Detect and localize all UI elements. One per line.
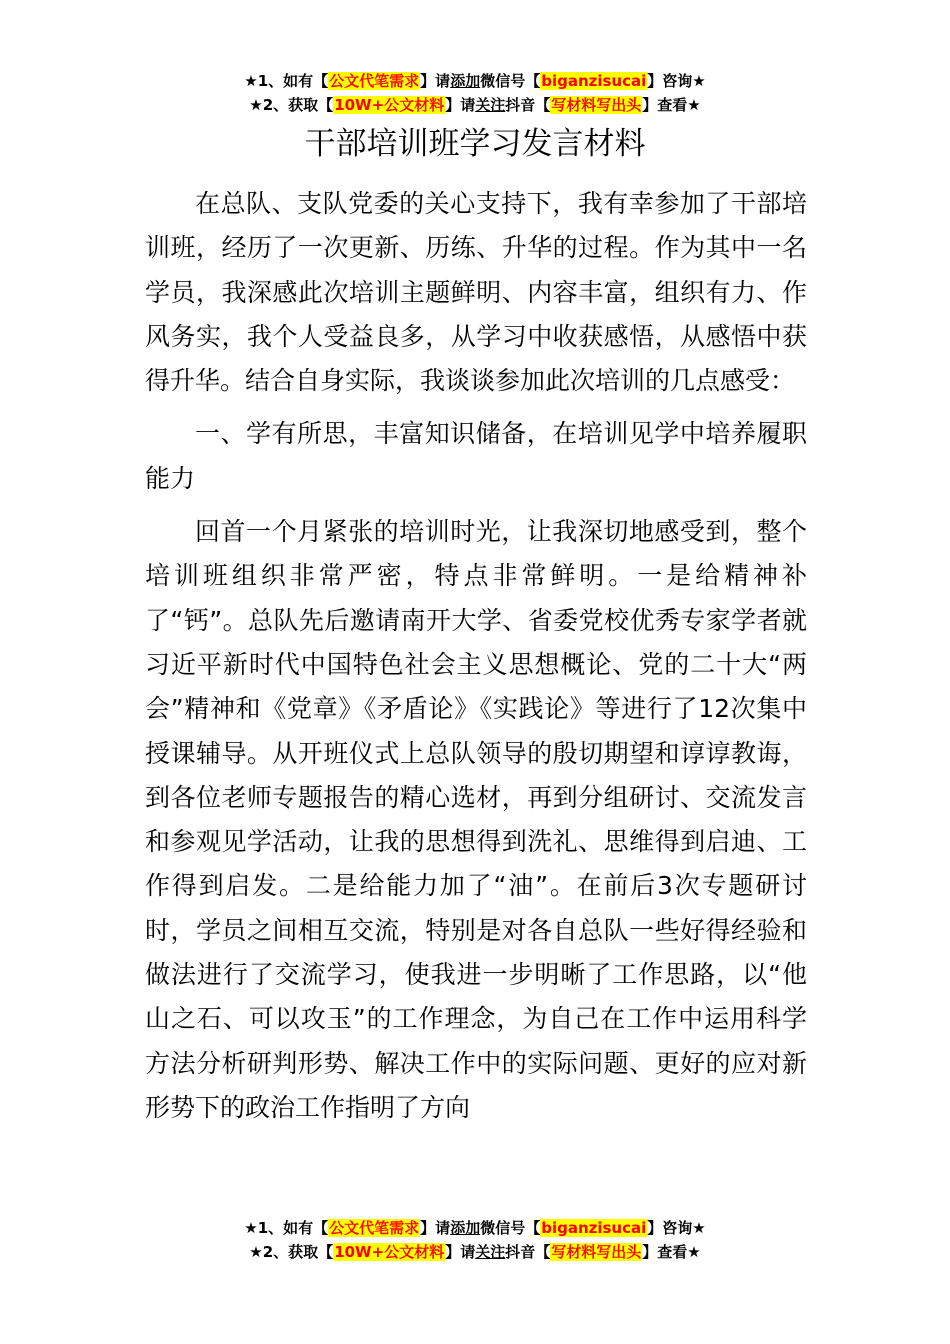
banner-line-1 <box>0 1217 950 1241</box>
banner-highlight: 10W+公文材料 <box>334 1243 445 1261</box>
banner-highlight: 公文代笔需求 <box>329 72 420 90</box>
paragraph-body: 回首一个月紧张的培训时光，让我深切地感受到，整个培训班组织非常严密，特点非常鲜明。一是给精神补了“钙”。总队先后邀请南开大学、省委党校优秀专家学者就习近平新时代中国特色社会主义思想概论、党的二十大“两会”精神和《党章》《矛盾论》《实践论》等进行了12次集中授课辅导。从开班仪式上总队领导的殷切期望和谆谆教诲，到各位老师专题报告的精心选材，再到分组研讨、交流发言和参观见学活动，让我的思想得到洗礼、思维得到启迪、工作得到启发。二是给能力加了“油”。在前后3次专题研讨时，学员之间相互交流，特别是对各自总队一些好得经验和做法进行了交流学习，使我进一步明晰了工作思路，以“他山之石、可以攻玉”的工作理念，为自己在工作中运用科学方法分析研判形势、解决工作中的实际问题、更好的应对新形势下的政治工作指明了方向 <box>145 517 807 1122</box>
header-banner <box>0 70 950 118</box>
banner-line-2 <box>0 1241 950 1265</box>
banner-douyin-name: 写材料写出头 <box>551 1243 642 1261</box>
banner-emphasis: 关注 <box>475 96 506 114</box>
paragraph-intro: 在总队、支队党委的关心支持下，我有幸参加了干部培训班，经历了一次更新、历练、升华的过程。作为其中一名学员，我深感此次培训主题鲜明、内容丰富，组织有力、作风务实，我个人受益良多，从学习中收获感悟，从感悟中获得升华。结合自身实际，我谈谈参加此次培训的几点感受： <box>145 189 807 396</box>
document-title: 干部培训班学习发言材料 <box>304 126 646 162</box>
banner-line-1 <box>0 70 950 94</box>
banner-text: 抖音【 <box>505 96 551 114</box>
banner-wechat-id: biganzisucai <box>541 1219 647 1237</box>
banner-text: 】请 <box>420 1219 451 1237</box>
banner-text: 抖音【 <box>505 1243 551 1261</box>
banner-text: ★2、获取【 <box>249 96 334 114</box>
banner-emphasis: 添加 <box>450 1219 481 1237</box>
banner-text: 】查看★ <box>642 96 701 114</box>
banner-text: ★1、如有【 <box>244 1219 329 1237</box>
banner-text: 】咨询★ <box>647 1219 706 1237</box>
banner-text: 】咨询★ <box>647 72 706 90</box>
banner-highlight: 10W+公文材料 <box>334 96 445 114</box>
banner-text: 】请 <box>420 72 451 90</box>
banner-emphasis: 添加 <box>450 72 481 90</box>
banner-text: ★1、如有【 <box>244 72 329 90</box>
banner-wechat-id: biganzisucai <box>541 72 647 90</box>
banner-text: 微信号【 <box>480 1219 541 1237</box>
banner-text: 微信号【 <box>480 72 541 90</box>
banner-highlight: 公文代笔需求 <box>329 1219 420 1237</box>
banner-text: 】请 <box>445 96 476 114</box>
section-heading: 一、学有所思，丰富知识储备，在培训见学中培养履职能力 <box>145 419 807 493</box>
footer-banner <box>0 1217 950 1265</box>
banner-emphasis: 关注 <box>475 1243 506 1261</box>
banner-line-2 <box>0 94 950 118</box>
banner-text: ★2、获取【 <box>249 1243 334 1261</box>
banner-text: 】查看★ <box>642 1243 701 1261</box>
banner-douyin-name: 写材料写出头 <box>551 96 642 114</box>
document-body <box>145 182 807 1130</box>
banner-text: 】请 <box>445 1243 476 1261</box>
